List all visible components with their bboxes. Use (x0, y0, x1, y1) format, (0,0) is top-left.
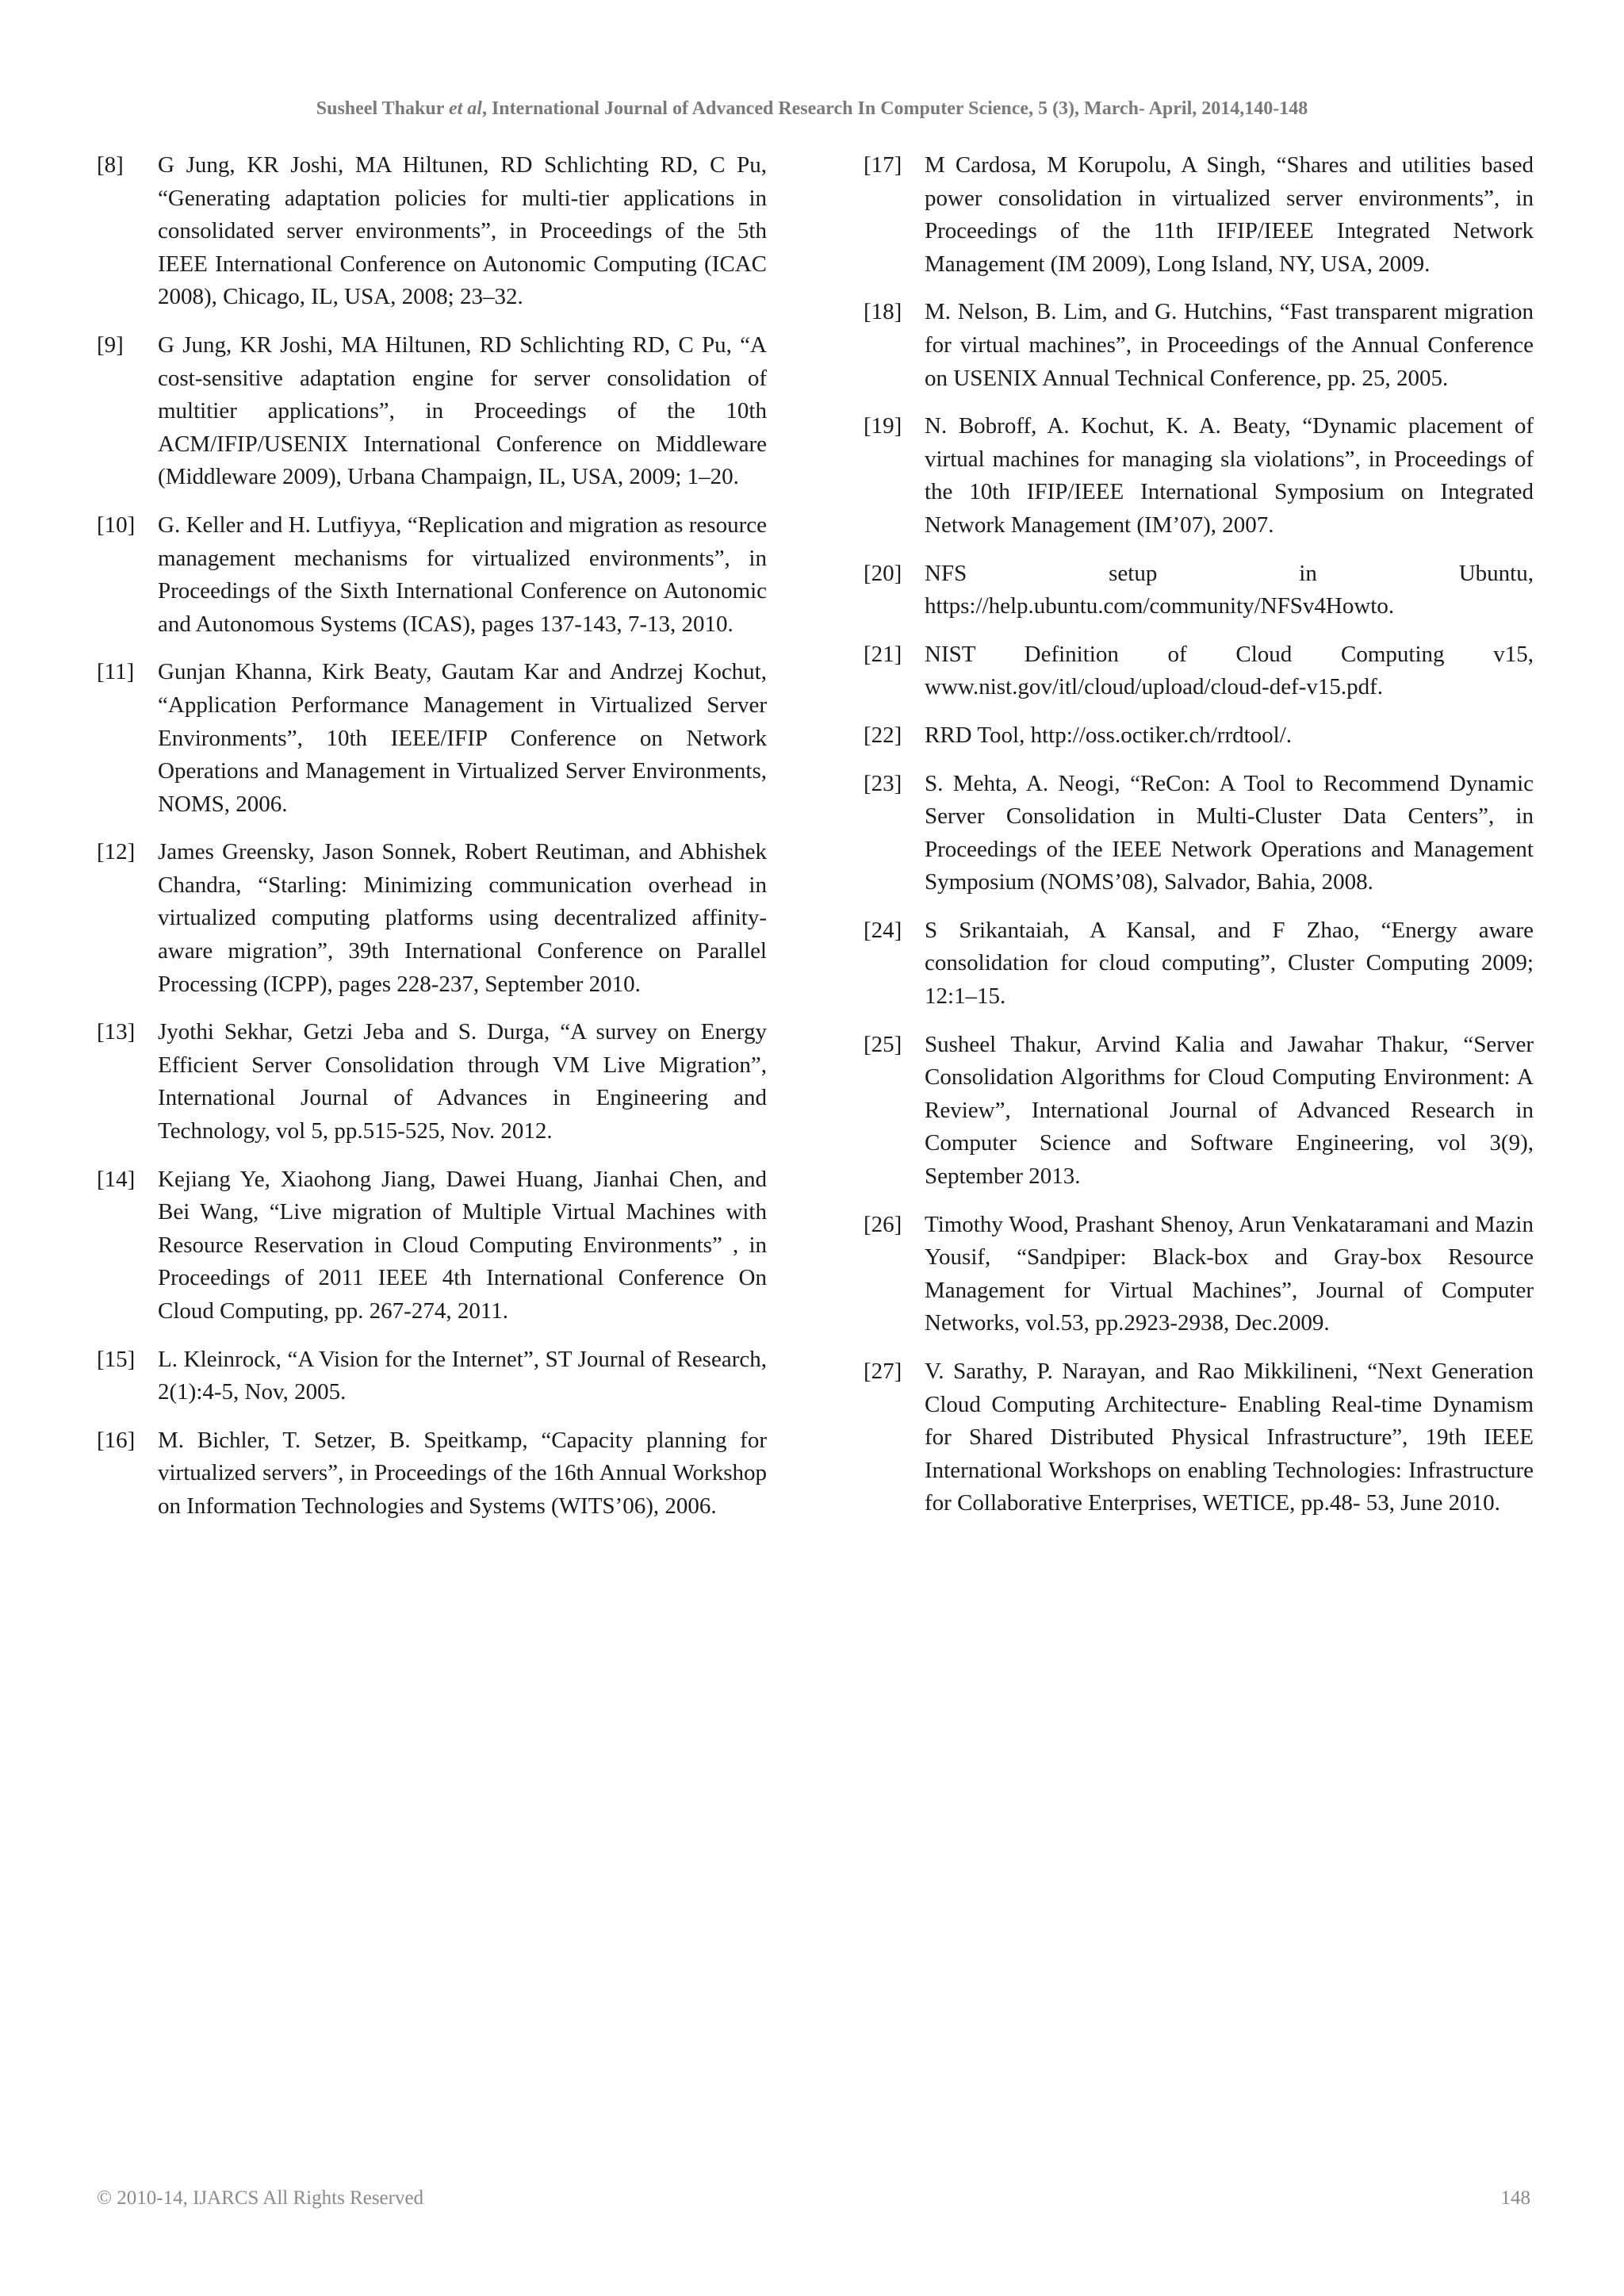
reference-entry (97, 1343, 767, 1409)
reference-entry (864, 1355, 1534, 1520)
reference-entry (864, 296, 1534, 395)
reference-number: [25] (864, 1031, 902, 1057)
reference-text: G Jung, KR Joshi, MA Hiltunen, RD Schlichting RD, C Pu, “A cost-sensitive adaptation engine for server consolidation of multitier applications”, in Proceedings of the 10th ACM/IFIP/USENIX International Conference on Middleware (Middleware 2009), Urbana Champaign, IL, USA, 2009; 1–20. (158, 332, 767, 490)
reference-entry (864, 1029, 1534, 1194)
reference-number: [14] (97, 1166, 136, 1192)
reference-entry (864, 1209, 1534, 1340)
running-header (0, 98, 1624, 120)
reference-text: NIST Definition of Cloud Computing v15, www.nist.gov/itl/cloud/upload/cloud-def-v15.pdf. (925, 641, 1534, 700)
reference-text: G Jung, KR Joshi, MA Hiltunen, RD Schlichting RD, C Pu, “Generating adaptation policies for multi-tier applications in consolidated server environments”, in Proceedings of the 5th IEEE International Conference on Autonomic Computing (ICAC 2008), Chicago, IL, USA, 2008; 23–32. (158, 152, 767, 310)
reference-entry (97, 1016, 767, 1148)
reference-entry (97, 1424, 767, 1524)
reference-entry (864, 149, 1534, 281)
reference-number: [24] (864, 917, 902, 943)
reference-entry (97, 149, 767, 314)
reference-text: James Greensky, Jason Sonnek, Robert Reutiman, and Abhishek Chandra, “Starling: Minimizing communication overhead in virtualized computing platforms using decentralized affinity-aware migration”, 39th International Conference on Parallel Processing (ICPP), pages 228-237, September 2010. (158, 839, 767, 997)
reference-entry (97, 509, 767, 641)
reference-text: S. Mehta, A. Neogi, “ReCon: A Tool to Recommend Dynamic Server Consolidation in Multi-Cluster Data Centers”, in Proceedings of the IEEE Network Operations and Management Symposium (NOMS’08), Salvador, Bahia, 2008. (925, 770, 1534, 895)
reference-text: M. Nelson, B. Lim, and G. Hutchins, “Fast transparent migration for virtual machines”, in Proceedings of the Annual Conference on USENIX Annual Technical Conference, pp. 25, 2005. (925, 299, 1534, 391)
reference-number: [27] (864, 1359, 902, 1384)
reference-number: [17] (864, 152, 902, 178)
reference-entry (864, 914, 1534, 1014)
reference-text: Timothy Wood, Prashant Shenoy, Arun Venkataramani and Mazin Yousif, “Sandpiper: Black-box and Gray-box Resource Management for Virtual Machines”, Journal of Computer Networks, vol.53, pp.2923-2938, Dec.2009. (925, 1211, 1534, 1336)
reference-entry (97, 1163, 767, 1328)
reference-number: [20] (864, 560, 902, 586)
header-authors: Susheel Thakur (316, 98, 444, 119)
reference-text: N. Bobroff, A. Kochut, K. A. Beaty, “Dynamic placement of virtual machines for managing sla violations”, in Proceedings of the 10th IFIP/IEEE International Symposium on Integrated Network Management (IM’07), 2007. (925, 413, 1534, 538)
reference-number: [23] (864, 770, 902, 796)
footer-page-number: 148 (1500, 2187, 1530, 2209)
reference-number: [10] (97, 512, 136, 538)
reference-text: V. Sarathy, P. Narayan, and Rao Mikkilineni, “Next Generation Cloud Computing Architecture- Enabling Real-time Dynamism for Shared Distributed Physical Infrastructure”, 19th IEEE International Workshops on enabling Technologies: Infrastructure for Collaborative Enterprises, WETICE, pp.48- 53, June 2010. (925, 1359, 1534, 1516)
reference-entry (864, 719, 1534, 753)
reference-number: [12] (97, 839, 136, 865)
reference-number: [22] (864, 722, 902, 748)
reference-text: Gunjan Khanna, Kirk Beaty, Gautam Kar and Andrzej Kochut, “Application Performance Management in Virtualized Server Environments”, 10th IEEE/IFIP Conference on Network Operations and Management in Virtualized Server Environments, NOMS, 2006. (158, 659, 767, 817)
reference-number: [8] (97, 152, 124, 178)
reference-text: RRD Tool, http://oss.octiker.ch/rrdtool/. (925, 722, 1293, 748)
reference-text: L. Kleinrock, “A Vision for the Internet”, ST Journal of Research, 2(1):4-5, Nov, 2005. (158, 1346, 767, 1405)
reference-number: [11] (97, 659, 135, 685)
reference-entry (97, 329, 767, 494)
reference-text: G. Keller and H. Lutfiyya, “Replication and migration as resource management mechanisms for virtualized environments”, in Proceedings of the Sixth International Conference on Autonomic and Autonomous Systems (ICAS), pages 137-143, 7-13, 2010. (158, 512, 767, 637)
reference-text: NFS setup in Ubuntu, https://help.ubuntu.com/community/NFSv4Howto. (925, 560, 1534, 619)
header-et-al: et al (448, 98, 482, 119)
reference-entry (864, 768, 1534, 899)
footer-copyright: © 2010-14, IJARCS All Rights Reserved (97, 2187, 424, 2209)
reference-number: [13] (97, 1019, 136, 1045)
reference-number: [21] (864, 641, 902, 667)
reference-text: Susheel Thakur, Arvind Kalia and Jawahar Thakur, “Server Consolidation Algorithms for Cloud Computing Environment: A Review”, International Journal of Advanced Research in Computer Science and Software Engineering, vol 3(9), September 2013. (925, 1031, 1534, 1190)
reference-number: [26] (864, 1211, 902, 1237)
reference-entry (864, 410, 1534, 542)
reference-text: S Srikantaiah, A Kansal, and F Zhao, “Energy aware consolidation for cloud computing”, Cluster Computing 2009; 12:1–15. (925, 917, 1534, 1010)
reference-text: M. Bichler, T. Setzer, B. Speitkamp, “Capacity planning for virtualized servers”, in Proceedings of the 16th Annual Workshop on Information Technologies and Systems (WITS’06), 2006. (158, 1427, 767, 1519)
reference-text: M Cardosa, M Korupolu, A Singh, “Shares and utilities based power consolidation in virtualized server environments”, in Proceedings of the 11th IFIP/IEEE Integrated Network Management (IM 2009), Long Island, NY, USA, 2009. (925, 152, 1534, 277)
reference-text: Jyothi Sekhar, Getzi Jeba and S. Durga, “A survey on Energy Efficient Server Consolidation through VM Live Migration”, International Journal of Advances in Engineering and Technology, vol 5, pp.515-525, Nov. 2012. (158, 1019, 767, 1144)
reference-number: [9] (97, 332, 124, 358)
references-left-column (97, 149, 767, 1539)
references-right-column (864, 149, 1534, 1535)
reference-entry (864, 558, 1534, 623)
reference-text: Kejiang Ye, Xiaohong Jiang, Dawei Huang, Jianhai Chen, and Bei Wang, “Live migration of Multiple Virtual Machines with Resource Reservation in Cloud Computing Environments” , in Proceedings of 2011 IEEE 4th International Conference On Cloud Computing, pp. 267-274, 2011. (158, 1166, 767, 1324)
reference-number: [18] (864, 299, 902, 325)
reference-entry (97, 836, 767, 1001)
reference-entry (97, 656, 767, 821)
reference-number: [16] (97, 1427, 136, 1453)
header-citation: , International Journal of Advanced Research In Computer Science, 5 (3), March- April, 2014,140-148 (481, 98, 1308, 119)
reference-number: [19] (864, 413, 902, 439)
reference-number: [15] (97, 1346, 136, 1372)
reference-entry (864, 638, 1534, 704)
